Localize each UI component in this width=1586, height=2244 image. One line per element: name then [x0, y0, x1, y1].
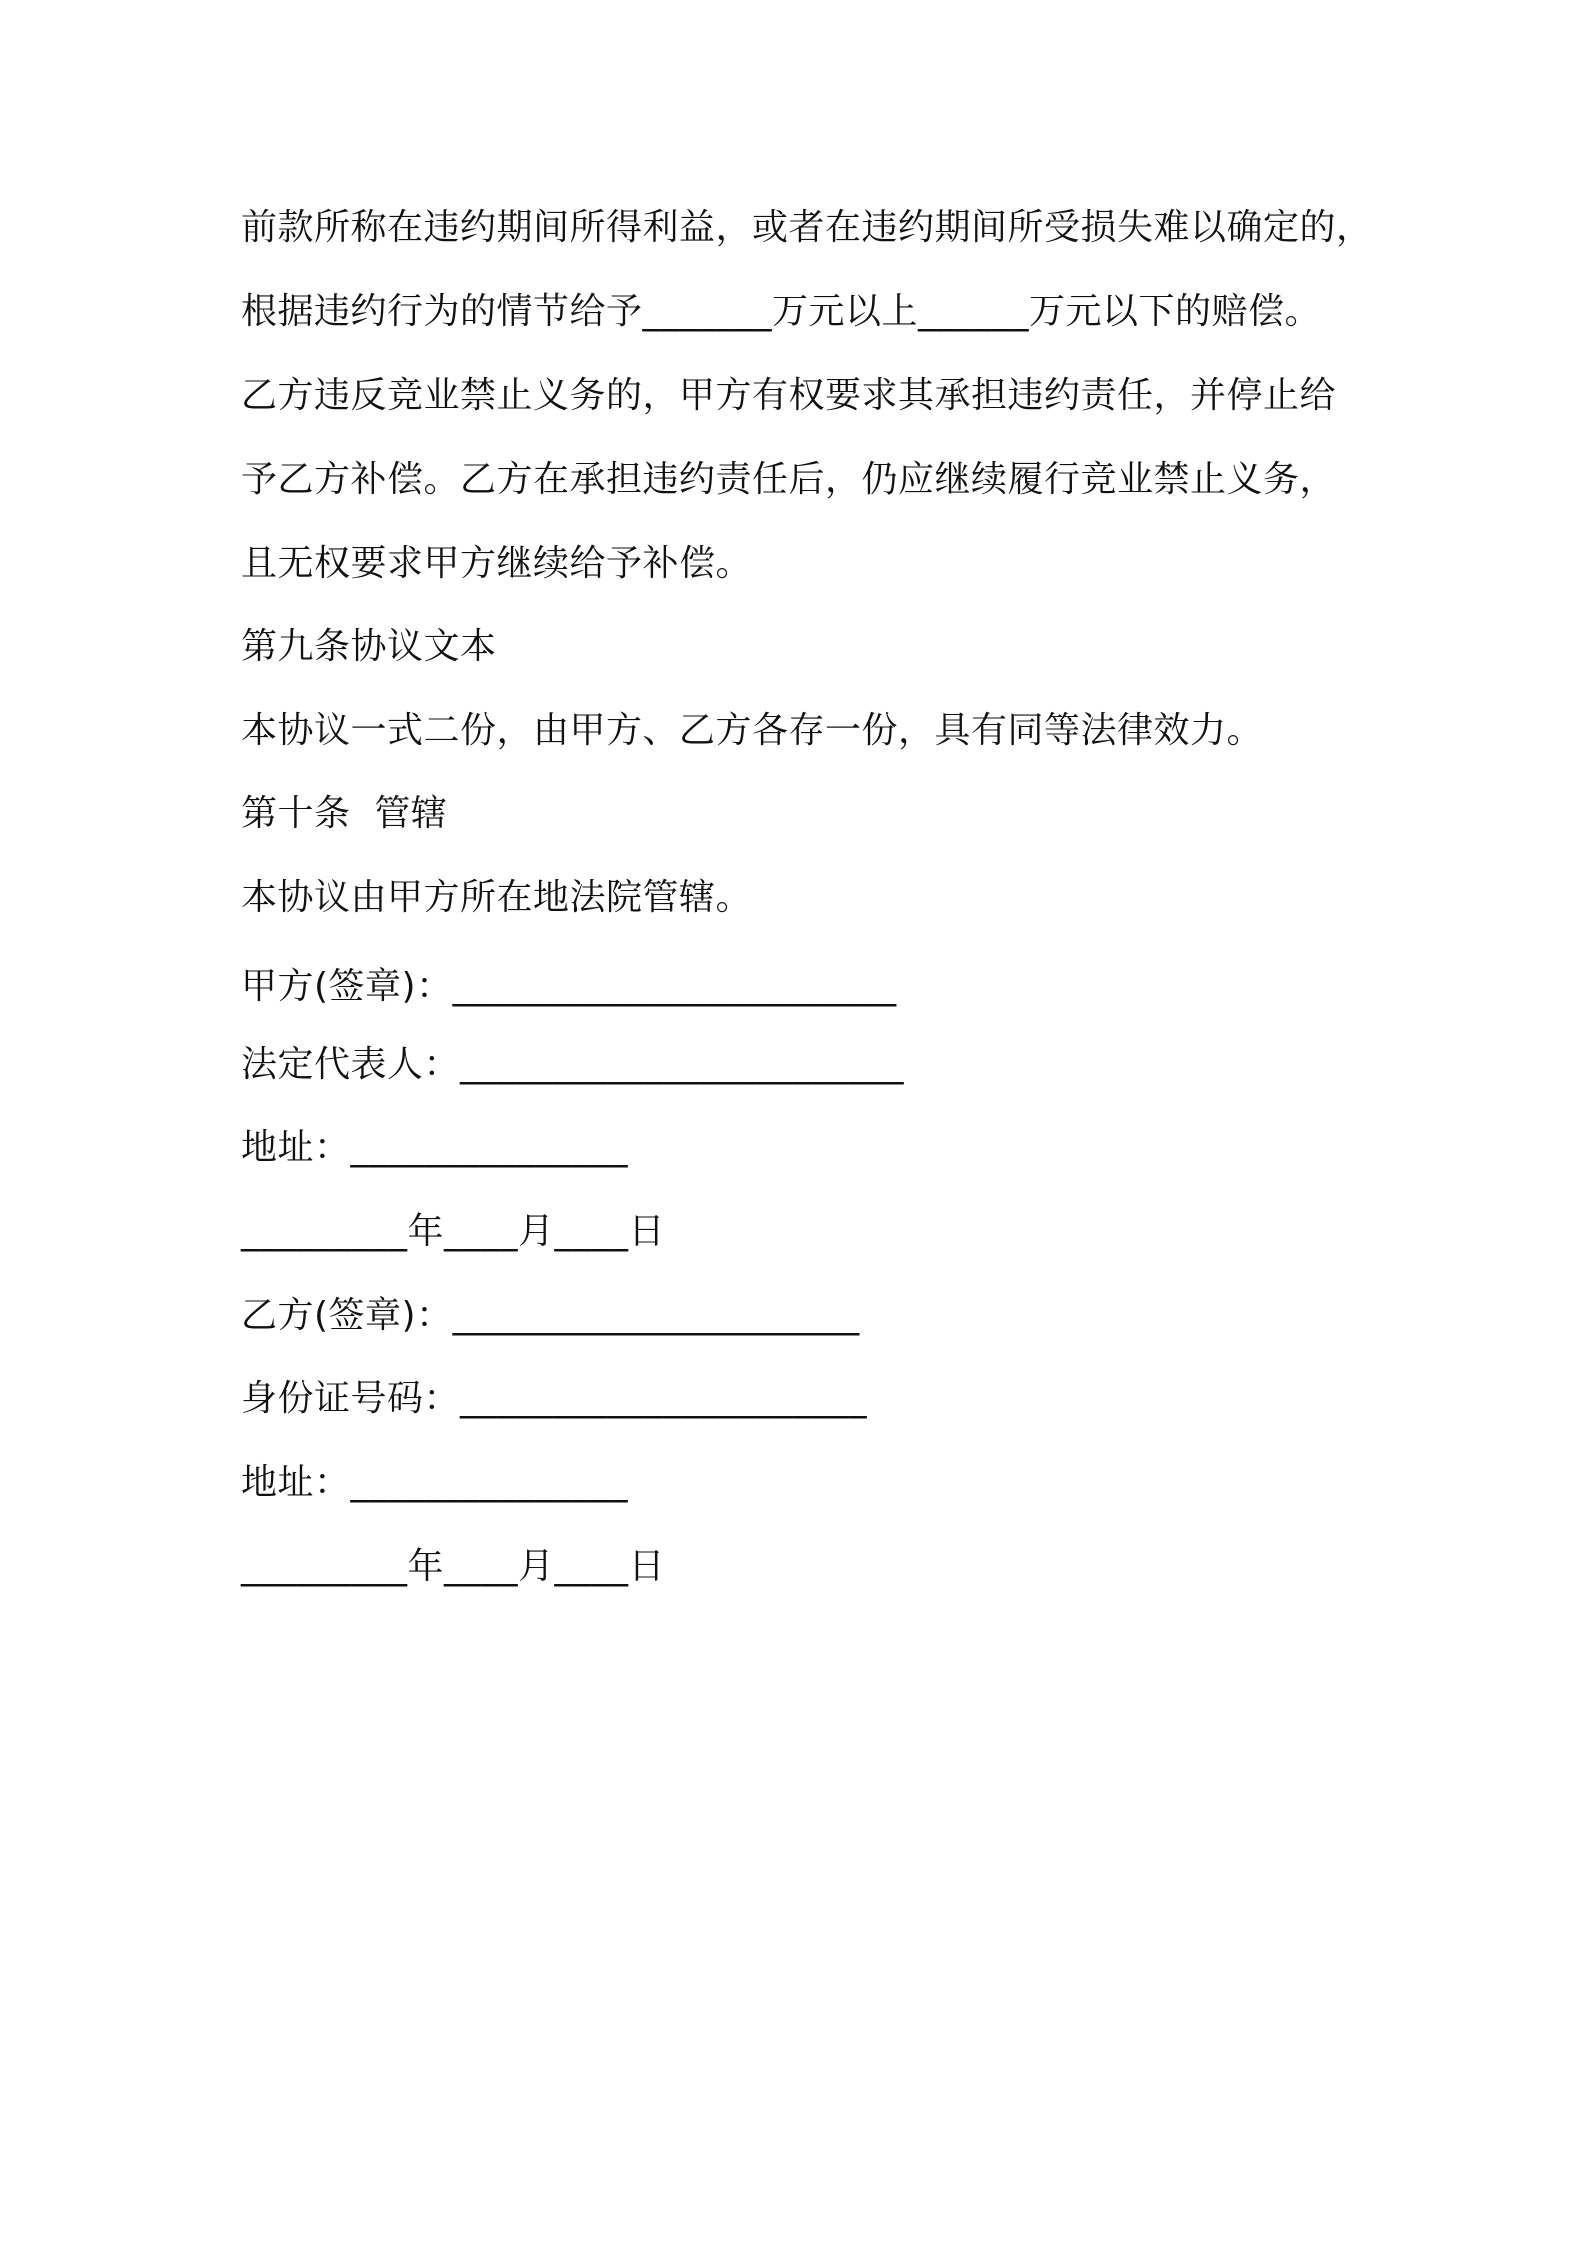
- section-heading: 第十条 管辖: [241, 793, 448, 834]
- signature-line-party-b: 乙方(签章)：______________________: [241, 1295, 860, 1336]
- paragraph-line: 予乙方补偿。乙方在承担违约责任后，仍应继续履行竞业禁止义务，: [241, 459, 1337, 500]
- paragraph-line: 前款所称在违约期间所得利益，或者在违约期间所受损失难以确定的，: [241, 207, 1373, 248]
- signature-line-party-a: 甲方(签章)：________________________: [241, 966, 897, 1007]
- date-line-party-b: _________年____月____日: [241, 1546, 665, 1587]
- paragraph-line: 本协议一式二份，由甲方、乙方各存一份，具有同等法律效力。: [241, 710, 1264, 751]
- paragraph-line: 根据违约行为的情节给予_______万元以上______万元以下的赔偿。: [241, 291, 1322, 332]
- signature-line-legal-rep: 法定代表人：________________________: [241, 1044, 905, 1085]
- date-line-party-a: _________年____月____日: [241, 1211, 665, 1252]
- address-line-party-a: 地址：_______________: [241, 1127, 629, 1168]
- paragraph-line: 本协议由甲方所在地法院管辖。: [241, 877, 753, 918]
- paragraph-line: 乙方违反竞业禁止义务的，甲方有权要求其承担违约责任，并停止给: [241, 375, 1337, 416]
- address-line-party-b: 地址：_______________: [241, 1462, 629, 1503]
- id-number-line: 身份证号码：______________________: [241, 1378, 868, 1419]
- paragraph-line: 且无权要求甲方继续给予补偿。: [241, 543, 753, 584]
- section-heading: 第九条协议文本: [241, 626, 497, 667]
